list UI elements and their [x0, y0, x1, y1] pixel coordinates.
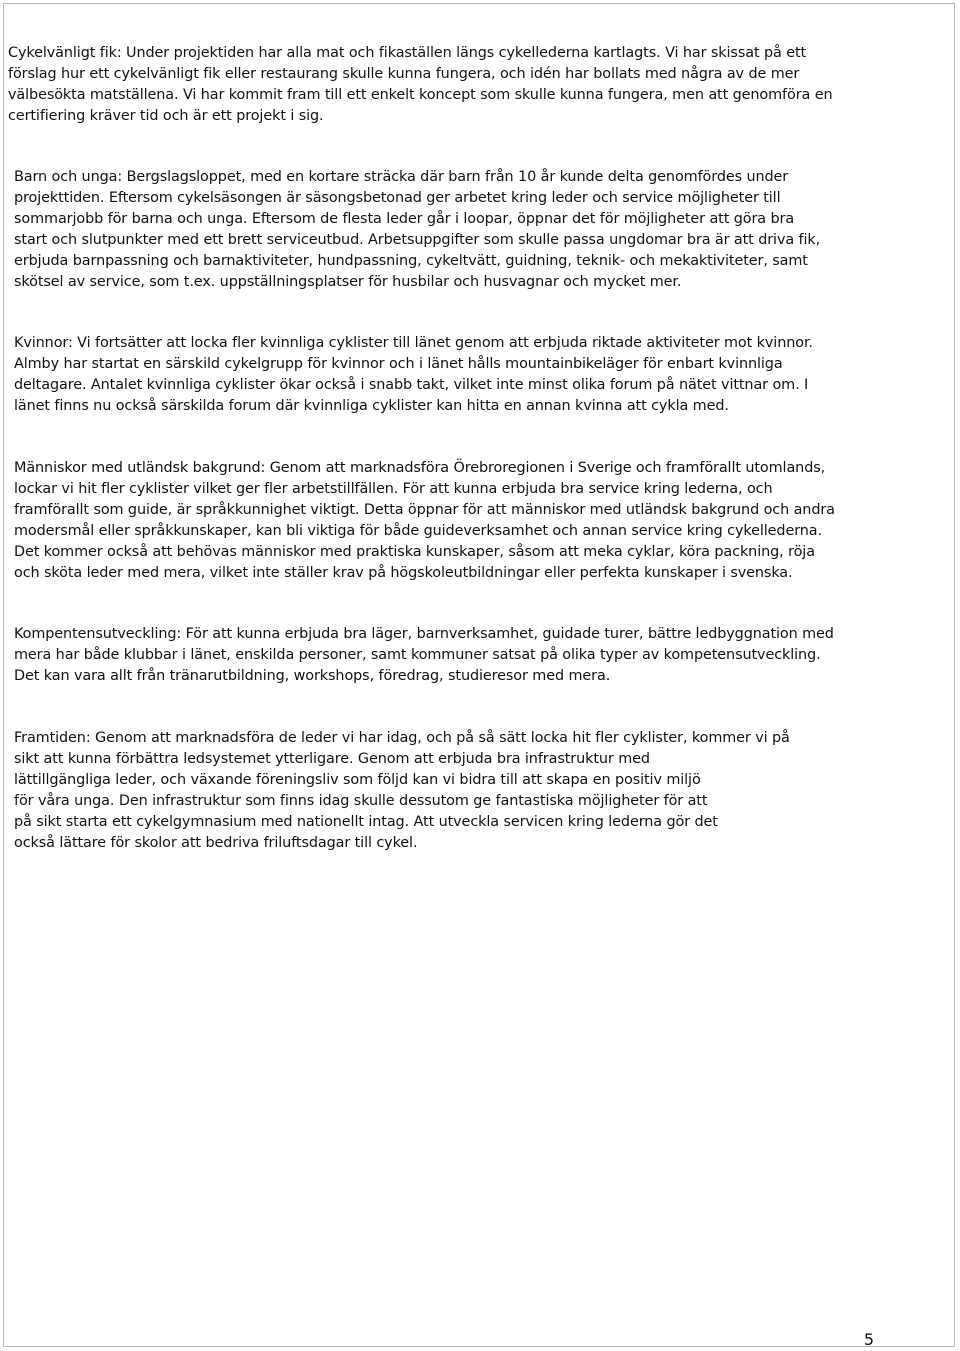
text-line: Barn och unga: Bergslagsloppet, med en kortare sträcka där barn från 10 år kunde delta genomfördes under — [14, 169, 789, 185]
text-line: Det kommer också att behövas människor med praktiska kunskaper, såsom att meka cyklar, köra packning, röja — [14, 543, 815, 560]
text-line: välbesökta matställena. Vi har kommit fram till ett enkelt koncept som skulle kunna fungera, men att genomföra en — [8, 86, 833, 103]
text-line: sikt att kunna förbättra ledsystemet ytterligare. Genom att erbjuda bra infrastruktur med — [14, 750, 650, 767]
text-line: deltagare. Antalet kvinnliga cyklister ökar också i snabb takt, vilket inte minst olika forum på nätet vittnar om. I — [14, 376, 809, 393]
text-line: och sköta leder med mera, vilket inte ställer krav på högskoleutbildningar eller perfekta kunskaper i svenska. — [14, 564, 793, 581]
text-line: modersmål eller språkkunskaper, kan bli viktiga för både guideverksamhet och annan service kring cykellederna. — [14, 522, 822, 539]
paragraph-utlandsk-bakgrund — [14, 458, 835, 583]
text-line: sommarjobb för barna och unga. Eftersom de flesta leder går i loopar, öppnar det för möjligheter att göra bra — [14, 210, 795, 227]
text-line: Kompentensutveckling: För att kunna erbjuda bra läger, barnverksamhet, guidade turer, bättre ledbyggnation med — [14, 626, 834, 642]
text-line: erbjuda barnpassning och barnaktiviteter, hundpassning, cykeltvätt, guidning, teknik- och mekaktiviteter, samt — [14, 252, 808, 269]
text-line: på sikt starta ett cykelgymnasium med nationellt intag. Att utveckla servicen kring lederna gör det — [14, 813, 718, 830]
text-line: mera har både klubbar i länet, enskilda personer, samt kommuner satsat på olika typer av kompetensutveckling. — [14, 646, 821, 663]
text-line: framförallt som guide, är språkkunnighet viktigt. Detta öppnar för att människor med utländsk bakgrund och andra — [14, 501, 835, 518]
text-line: start och slutpunkter med ett brett serviceutbud. Arbetsuppgifter som skulle passa ungdomar bra är att driva fik, — [14, 231, 821, 248]
text-line: skötsel av service, som t.ex. uppställningsplatser för husbilar och husvagnar och mycket mer. — [14, 273, 682, 290]
text-line: Människor med utländsk bakgrund: Genom att marknadsföra Örebroregionen i Sverige och framförallt utomlands, — [14, 460, 826, 476]
text-line: lättillgängliga leder, och växande föreningsliv som följd kan vi bidra till att skapa en positiv miljö — [14, 771, 701, 788]
text-line: Cykelvänligt fik: Under projektiden har alla mat och fikaställen längs cykellederna kartlagts. Vi har skissat på ett — [8, 45, 807, 61]
paragraph-kvinnor — [14, 333, 813, 417]
paragraph-framtiden — [14, 728, 790, 853]
text-line: Det kan vara allt från tränarutbildning, workshops, föredrag, studieresor med mera. — [14, 667, 611, 684]
text-line: projekttiden. Eftersom cykelsäsongen är säsongsbetonad ger arbetet kring leder och service möjligheter till — [14, 189, 781, 206]
text-line: Almby har startat en särskild cykelgrupp för kvinnor och i länet hålls mountainbikeläger för enbart kvinnliga — [14, 355, 783, 372]
text-line: lockar vi hit fler cyklister vilket ger fler arbetstillfällen. För att kunna erbjuda bra service kring lederna, och — [14, 480, 773, 497]
text-line: också lättare för skolor att bedriva friluftsdagar till cykel. — [14, 834, 418, 851]
page-number: 5 — [863, 1330, 874, 1349]
text-line: Kvinnor: Vi fortsätter att locka fler kvinnliga cyklister till länet genom att erbjuda riktade aktiviteter mot kvinnor. — [14, 335, 813, 351]
text-line: förslag hur ett cykelvänligt fik eller restaurang skulle kunna fungera, och idén har bollats med några av de mer — [8, 65, 800, 82]
text-line: certifiering kräver tid och är ett projekt i sig. — [8, 107, 324, 124]
paragraph-kompetensutveckling — [14, 624, 834, 687]
text-line: för våra unga. Den infrastruktur som finns idag skulle dessutom ge fantastiska möjligheter för att — [14, 792, 708, 809]
paragraph-barn-och-unga — [14, 167, 820, 292]
text-line: länet finns nu också särskilda forum där kvinnliga cyklister kan hitta en annan kvinna att cykla med. — [14, 397, 729, 414]
text-line: Framtiden: Genom att marknadsföra de leder vi har idag, och på så sätt locka hit fler cyklister, kommer vi på — [14, 730, 790, 746]
paragraph-cykelvanligt-fik — [8, 43, 833, 127]
